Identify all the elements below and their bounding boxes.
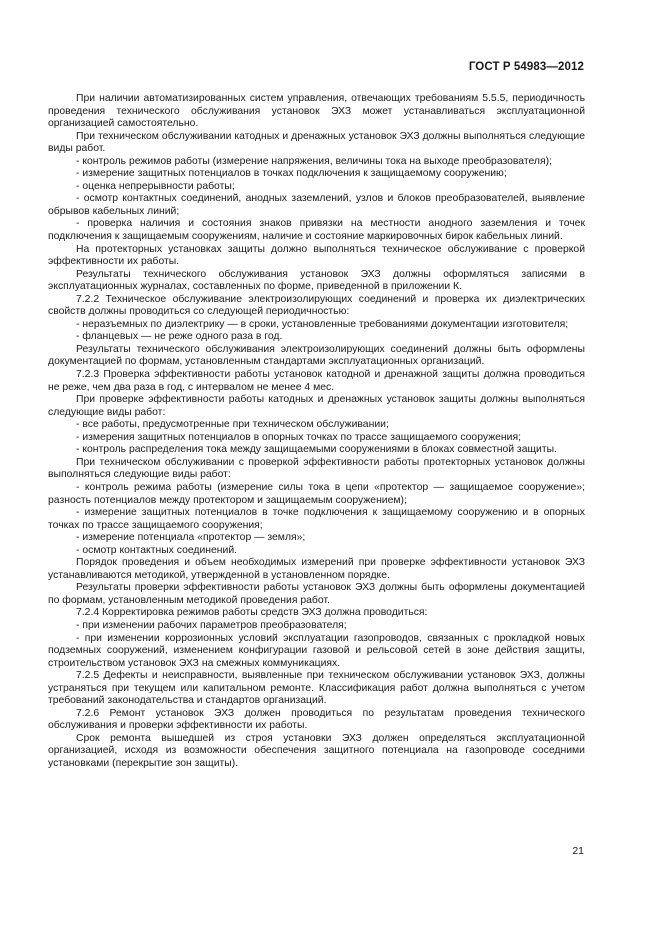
list-item: - контроль распределения тока между защищаемыми сооружениями в блоках совместной защиты. <box>76 444 557 456</box>
list-item: - контроль режима работы (измерение силы тока в цепи «протектор — защищаемое сооружение»; разность потенциалов между протектором и защищаемым сооружением); <box>48 481 585 506</box>
list-item: - измерение потенциала «протектор — земля»; <box>76 532 306 544</box>
paragraph: При техническом обслуживании катодных и дренажных установок ЭХЗ должны выполняться следующие виды работ. <box>48 130 585 155</box>
list-item: - все работы, предусмотренные при техническом обслуживании; <box>76 419 389 431</box>
paragraph: Результаты проверки эффективности работы установок ЭХЗ должны быть оформлены документацией по формам, установленным методикой проведения работ. <box>48 582 585 606</box>
paragraph: При проверке эффективности работы катодных и дренажных установок защиты должны выполняться следующие виды работ: <box>48 394 585 418</box>
list-item: - при изменении рабочих параметров преобразователя; <box>76 619 347 631</box>
clause-7-2-2: 7.2.2 Техническое обслуживание электроизолирующих соединений и проверка их диэлектрических свойств должны проводиться со следующей периодичностью: <box>48 293 585 318</box>
paragraph: При техническом обслуживании с проверкой эффективности работы протекторных установок должны выполняться следующие виды работ: <box>48 456 585 481</box>
list-item: - осмотр контактных соединений, анодных заземлений, узлов и блоков преобразователей, выявление обрывов кабельных линий; <box>48 193 585 217</box>
list-item: - неразъемных по диэлектрику — в сроки, установленные требованиями документации изготовителя; <box>76 318 569 330</box>
list-item: - измерения защитных потенциалов в опорных точках по трассе защищаемого сооружения; <box>76 431 521 443</box>
paragraph: Результаты технического обслуживания установок ЭХЗ должны оформляться записями в эксплуатационных журналах, составленных по форме, приведенной в приложении К. <box>48 268 585 293</box>
clause-7-2-6: 7.2.6 Ремонт установок ЭХЗ должен проводиться по результатам проведения технического обслуживания и проверки эффективности их работы. <box>48 707 585 732</box>
page-number: 21 <box>572 845 584 857</box>
clause-7-2-4: 7.2.4 Корректировка режимов работы средств ЭХЗ должна проводиться: <box>76 607 428 619</box>
list-item: - проверка наличия и состояния знаков привязки на местности анодного заземления и точек подключения к защищаемым сооружениям, наличие и состояние маркировочных бирок кабельных линий. <box>48 218 585 243</box>
clause-7-2-5: 7.2.5 Дефекты и неисправности, выявленные при техническом обслуживании установок ЭХЗ, должны устраняться при текущем или капитальном ремонте. Классификация работ должна выполняться с учетом требований законодательства и стандартов организаций. <box>48 670 585 707</box>
paragraph: На протекторных установках защиты должно выполняться техническое обслуживание с проверкой эффективности их работы. <box>48 243 585 268</box>
list-item: - контроль режимов работы (измерение напряжения, величины тока на выходе преобразователя); <box>76 155 552 167</box>
list-item: - измерение защитных потенциалов в точках подключения к защищаемому сооружению; <box>76 168 507 180</box>
clause-7-2-3: 7.2.3 Проверка эффективности работы установок катодной и дренажной защиты должна проводиться не реже, чем два раза в год, с интервалом не менее 4 мес. <box>48 369 585 393</box>
page-body <box>48 93 585 771</box>
paragraph: Результаты технического обслуживания электроизолирующих соединений должны быть оформлены документацией по формам, установленным стандартами эксплуатационных организаций. <box>48 343 585 368</box>
standard-number-header: ГОСТ Р 54983—2012 <box>468 61 584 73</box>
list-item: - фланцевых — не реже одного раза в год. <box>76 331 283 343</box>
list-item: - осмотр контактных соединений. <box>76 544 238 556</box>
paragraph: Срок ремонта вышедшей из строя установки ЭХЗ должен определяться эксплуатационной организацией, исходя из возможности обеспечения защитного потенциала на газопроводе соседними установками (перекрытие зон защиты). <box>48 732 585 769</box>
list-item: - оценка непрерывности работы; <box>76 180 235 192</box>
paragraph: Порядок проведения и объем необходимых измерений при проверке эффективности установок ЭХЗ устанавливаются методикой, утвержденной в установленном порядке. <box>48 557 585 581</box>
list-item: - измерение защитных потенциалов в точке подключения к защищаемому сооружению и в опорных точках по трассе защищаемого сооружения; <box>48 507 585 531</box>
list-item: - при изменении коррозионных условий эксплуатации газопроводов, связанных с прокладкой новых подземных сооружений, изменением конфигурации газовой и рельсовой сетей в зоне действия защиты, строительством установок ЭХЗ на смежных коммуникациях. <box>48 632 585 669</box>
paragraph: При наличии автоматизированных систем управления, отвечающих требованиям 5.5.5, периодичность проведения технического обслуживания установок ЭХЗ может устанавливаться эксплуатационной организацией самостоятельно. <box>48 93 585 130</box>
